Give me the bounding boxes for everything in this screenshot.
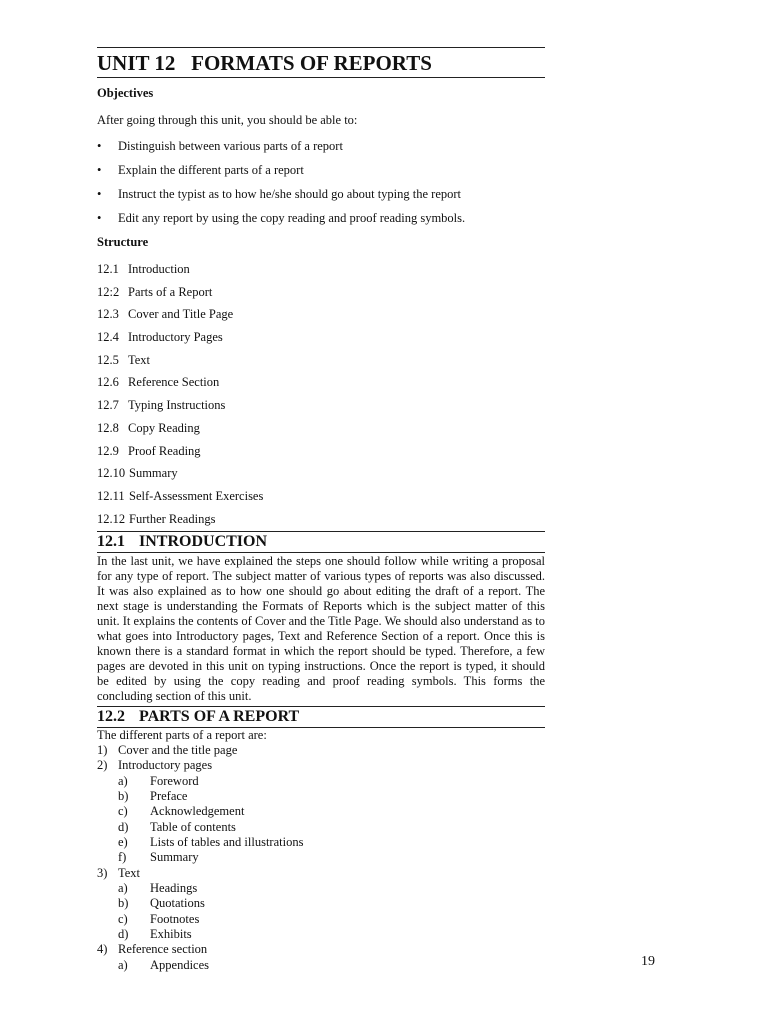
structure-item: 12.5 Text (97, 352, 151, 367)
list-subitem: d) Table of contents (118, 819, 236, 834)
structure-item: 12.8 Copy Reading (97, 420, 200, 435)
title-rule (97, 77, 545, 78)
page-content (97, 47, 545, 973)
bullet-icon: • (97, 211, 102, 225)
page-number: 19 (641, 954, 655, 969)
list-subitem: a) Appendices (118, 957, 210, 972)
objective-item: • Distinguish between various parts of a report (97, 139, 343, 153)
structure-heading: Structure (97, 235, 149, 249)
objectives-heading: Objectives (97, 86, 154, 100)
structure-list (97, 262, 545, 527)
list-subitem: a) Headings (118, 880, 198, 895)
objective-item: • Explain the different parts of a report (97, 163, 304, 177)
list-subitem: c) Acknowledgement (118, 804, 245, 819)
list-subitem: a) Foreword (118, 773, 199, 788)
list-subitem: b) Quotations (118, 896, 205, 911)
list-subitem: c) Footnotes (118, 911, 200, 926)
structure-item: 12.7 Typing Instructions (97, 398, 226, 413)
intro-bottom-rule (97, 552, 545, 553)
introduction-heading: 12.1 INTRODUCTION (97, 532, 268, 550)
list-subitem: b) Preface (118, 788, 188, 803)
bullet-icon: • (97, 163, 102, 177)
list-item: 1) Cover and the title page (97, 742, 238, 757)
structure-item: 12.1 Introduction (97, 262, 190, 276)
list-subitem: d) Exhibits (118, 926, 192, 941)
structure-item: 12.11 Self-Assessment Exercises (97, 488, 264, 503)
list-item: 3) Text (97, 865, 141, 880)
objective-item: • Edit any report by using the copy reading and proof reading symbols. (97, 211, 466, 225)
structure-item: 12:2 Parts of a Report (97, 284, 213, 299)
bullet-icon: • (97, 139, 102, 153)
list-subitem: f) Summary (118, 850, 199, 865)
objective-item: • Instruct the typist as to how he/she should go about typing the report (97, 187, 462, 201)
introduction-body: In the last unit, we have explained the steps one should follow while writing a proposal for any type of report. The subject matter of various types of reports was also discussed. It was also explained as to how one should go about editing the draft of a report. The next stage is understanding the Formats of Reports which is the subject matter of this unit. It explains the contents of Cover and the Title Page. We should also understand as to what goes into Introductory pages, Text and Reference Section of a report. Once this is known there is a standard format in which the report should be typed. Therefore, a few pages are devoted in this unit on typing instructions. Once the report is typed, it should be edited by using the copy reading and proof reading symbols. This forms the concluding section of this unit. (97, 553, 546, 704)
top-rule (97, 47, 545, 48)
bullet-icon: • (97, 187, 102, 201)
structure-item: 12.3 Cover and Title Page (97, 307, 234, 322)
structure-item: 12.6 Reference Section (97, 375, 220, 390)
objectives-intro: After going through this unit, you should be able to: (97, 113, 358, 127)
parts-intro: The different parts of a report are: (97, 727, 267, 742)
list-subitem: e) Lists of tables and illustrations (118, 834, 304, 849)
structure-item: 12.12 Further Readings (97, 511, 216, 526)
parts-list (97, 728, 545, 974)
parts-heading: 12.2 PARTS OF A REPORT (97, 707, 300, 725)
objectives-list (97, 139, 545, 226)
unit-title: UNIT 12 FORMATS OF REPORTS (97, 51, 432, 75)
list-item: 4) Reference section (97, 942, 208, 957)
structure-item: 12.10 Summary (97, 466, 178, 481)
structure-item: 12.9 Proof Reading (97, 443, 201, 458)
structure-item: 12.4 Introductory Pages (97, 330, 223, 345)
list-item: 2) Introductory pages (97, 758, 213, 773)
